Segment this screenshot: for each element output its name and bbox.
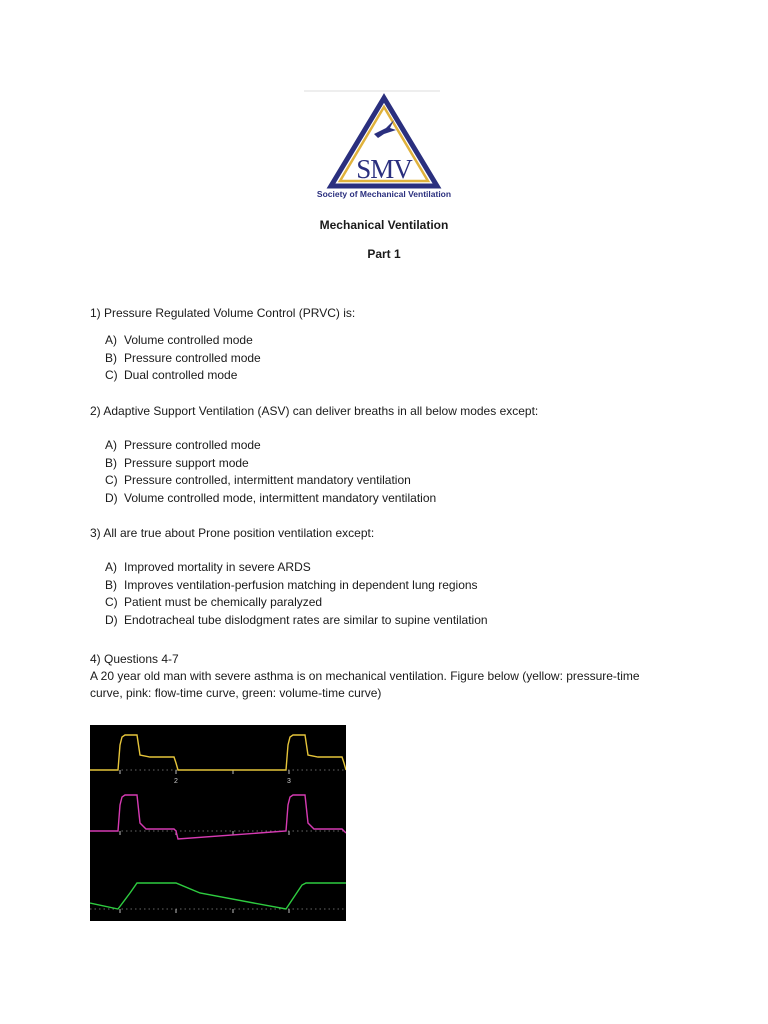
question-3: 3) All are true about Prone position ventilation except: <box>90 526 375 540</box>
list-item: C) Dual controlled mode <box>105 368 238 382</box>
question-2-options <box>105 437 436 507</box>
logo-letters: SMV <box>356 154 412 184</box>
tick-label: 3 <box>287 778 291 785</box>
list-item: A) Volume controlled mode <box>105 333 253 347</box>
list-item: D) Volume controlled mode, intermittent mandatory ventilation <box>105 490 437 505</box>
list-item: B) Improves ventilation-perfusion matching in dependent lung regions <box>105 577 478 592</box>
list-item: B) Pressure controlled mode <box>105 350 261 365</box>
list-item: A) Improved mortality in severe ARDS <box>105 560 311 574</box>
list-item: B) Pressure support mode <box>105 455 249 470</box>
list-item: C) Pressure controlled, intermittent mandatory ventilation <box>105 473 411 487</box>
question-4-stem-line-1: A 20 year old man with severe asthma is on mechanical ventilation. Figure below (yellow: pressure-time <box>90 669 640 683</box>
ventilator-waveform-figure <box>90 725 346 921</box>
tick-label: 2 <box>174 778 178 785</box>
list-item: C) Patient must be chemically paralyzed <box>105 595 323 609</box>
question-4-stem-line-2: curve, pink: flow-time curve, green: volume-time curve) <box>90 686 382 700</box>
question-4-heading: 4) Questions 4-7 <box>90 652 179 666</box>
question-2: 2) Adaptive Support Ventilation (ASV) can deliver breaths in all below modes except: <box>90 404 539 418</box>
list-item: A) Pressure controlled mode <box>105 438 261 452</box>
document-part: Part 1 <box>367 247 401 261</box>
question-3-options <box>105 559 488 629</box>
society-logo <box>304 90 460 202</box>
logo-society-name: Society of Mechanical Ventilation <box>316 189 452 199</box>
list-item: D) Endotracheal tube dislodgment rates are similar to supine ventilation <box>105 612 488 627</box>
question-1: 1) Pressure Regulated Volume Control (PRVC) is: <box>90 306 356 320</box>
document-title: Mechanical Ventilation <box>319 218 449 232</box>
question-4 <box>90 651 690 702</box>
question-1-options <box>105 332 261 385</box>
